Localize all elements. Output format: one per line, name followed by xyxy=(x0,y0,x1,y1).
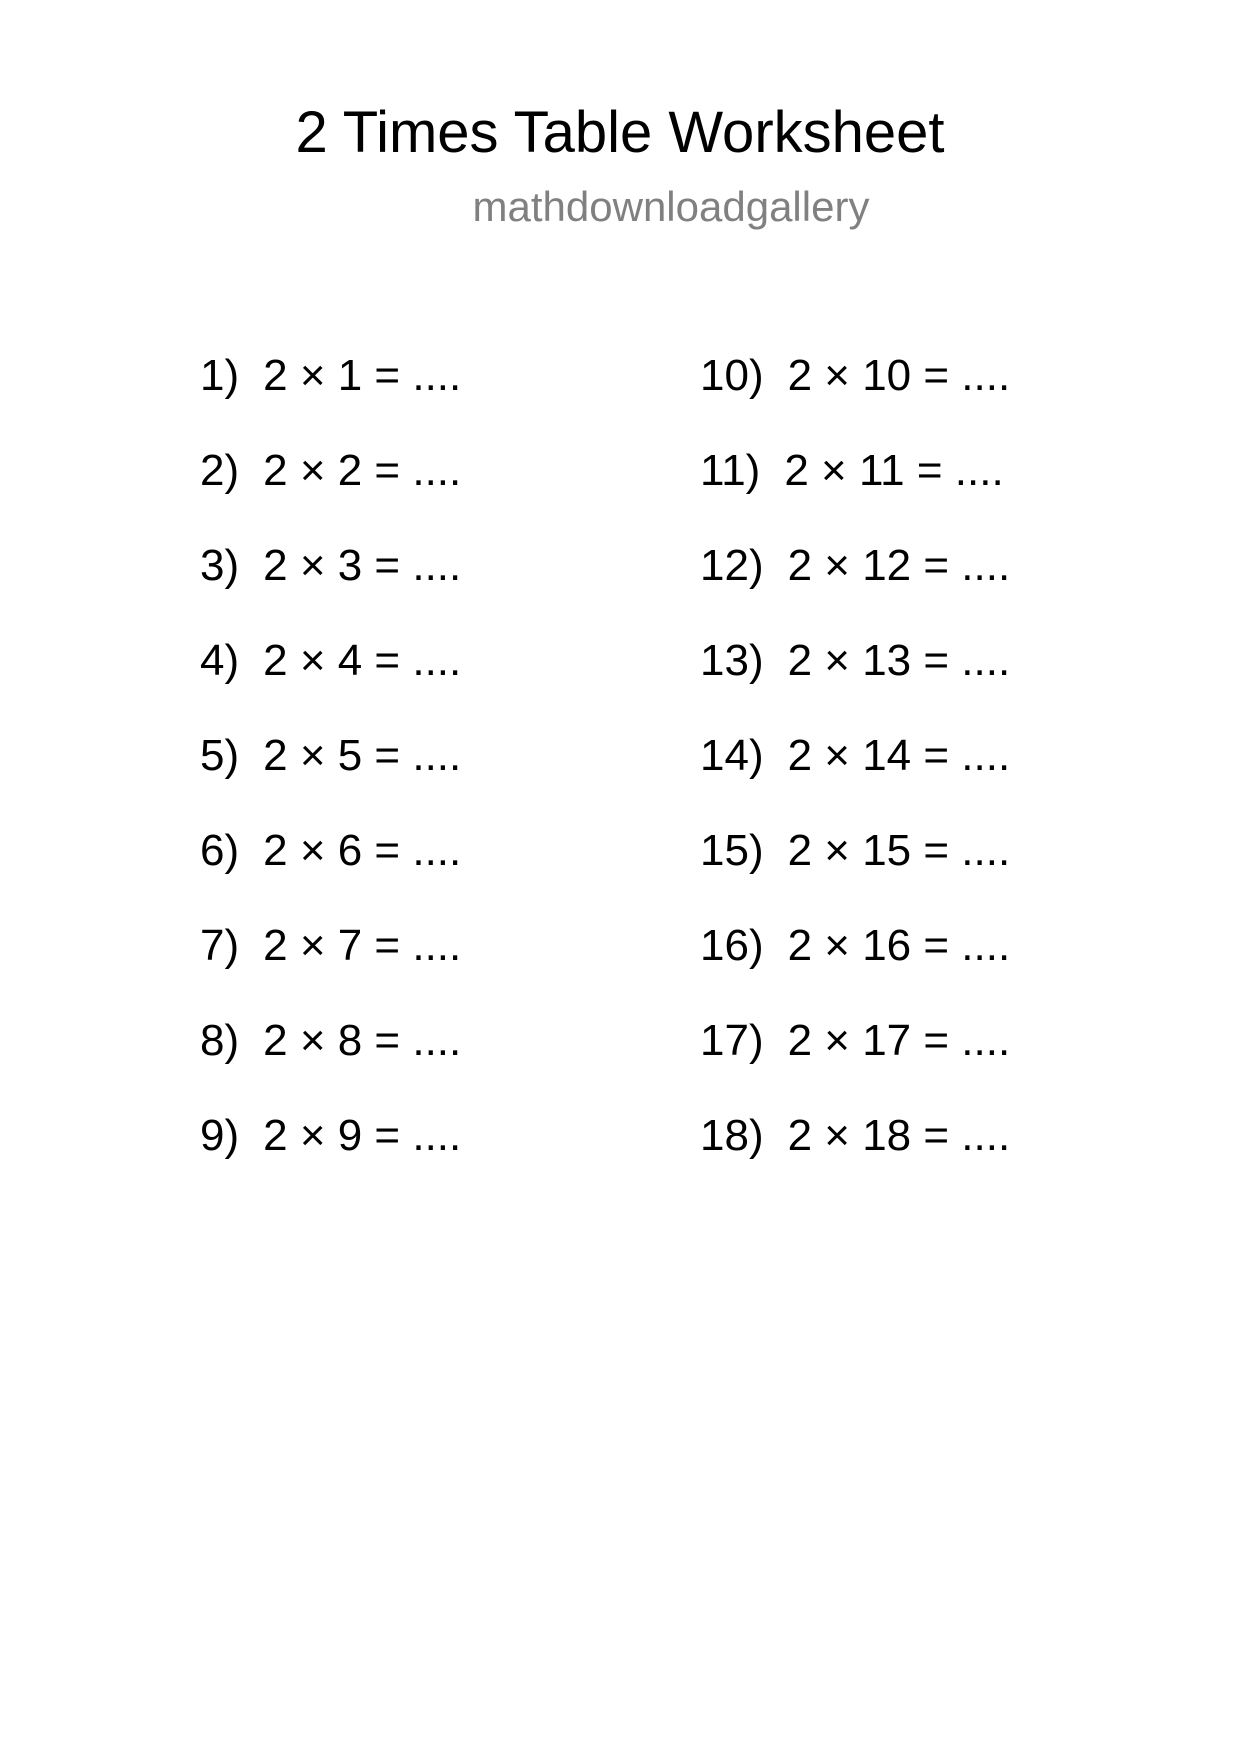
problem-item xyxy=(200,920,461,972)
problem-expression: 2 × 2 = .... xyxy=(263,446,462,495)
problem-expression: 2 × 13 = .... xyxy=(787,636,1011,685)
problem-expression: 2 × 11 = .... xyxy=(784,446,1004,495)
problem-number: 10) xyxy=(700,351,764,400)
problem-number: 18) xyxy=(700,1111,764,1160)
problem-expression: 2 × 5 = .... xyxy=(263,731,462,780)
problem-number: 8) xyxy=(200,1016,240,1065)
problem-number: 3) xyxy=(200,541,240,590)
problem-number: 14) xyxy=(700,731,764,780)
problem-number: 6) xyxy=(200,826,240,875)
problem-item xyxy=(200,445,461,497)
problem-list xyxy=(200,350,1100,1170)
problem-item xyxy=(700,350,1010,402)
problem-expression: 2 × 3 = .... xyxy=(263,541,462,590)
problem-expression: 2 × 1 = .... xyxy=(263,351,462,400)
problem-expression: 2 × 17 = .... xyxy=(787,1016,1011,1065)
problem-item xyxy=(700,635,1010,687)
problem-number: 9) xyxy=(200,1111,240,1160)
problem-number: 7) xyxy=(200,921,240,970)
problem-item xyxy=(700,1110,1010,1162)
problem-number: 4) xyxy=(200,636,240,685)
problem-expression: 2 × 12 = .... xyxy=(787,541,1011,590)
problem-number: 16) xyxy=(700,921,764,970)
problem-number: 11) xyxy=(700,446,761,495)
problem-item xyxy=(200,825,461,877)
problem-item xyxy=(200,350,461,402)
page-subtitle: mathdownloadgallery xyxy=(472,183,870,230)
problem-item xyxy=(700,445,1004,497)
problem-number: 12) xyxy=(700,541,764,590)
problem-item xyxy=(200,1110,461,1162)
problem-item xyxy=(200,635,461,687)
problem-expression: 2 × 15 = .... xyxy=(787,826,1011,875)
page-title: 2 Times Table Worksheet xyxy=(295,100,945,165)
problem-expression: 2 × 18 = .... xyxy=(787,1111,1011,1160)
problem-expression: 2 × 6 = .... xyxy=(263,826,462,875)
problem-item xyxy=(700,825,1010,877)
problem-expression: 2 × 8 = .... xyxy=(263,1016,462,1065)
problem-expression: 2 × 7 = .... xyxy=(263,921,462,970)
problem-item xyxy=(200,730,461,782)
problem-number: 17) xyxy=(700,1016,764,1065)
problem-expression: 2 × 10 = .... xyxy=(787,351,1011,400)
problem-item xyxy=(700,1015,1010,1067)
problem-expression: 2 × 9 = .... xyxy=(263,1111,462,1160)
problem-item xyxy=(700,540,1010,592)
problem-number: 1) xyxy=(200,351,240,400)
problem-expression: 2 × 16 = .... xyxy=(787,921,1011,970)
problem-expression: 2 × 4 = .... xyxy=(263,636,462,685)
problem-item xyxy=(200,540,461,592)
problem-item xyxy=(700,920,1010,972)
problem-expression: 2 × 14 = .... xyxy=(787,731,1011,780)
problem-item xyxy=(700,730,1010,782)
problem-number: 15) xyxy=(700,826,764,875)
problem-item xyxy=(200,1015,461,1067)
problem-number: 13) xyxy=(700,636,764,685)
problem-number: 5) xyxy=(200,731,240,780)
problem-number: 2) xyxy=(200,446,240,495)
